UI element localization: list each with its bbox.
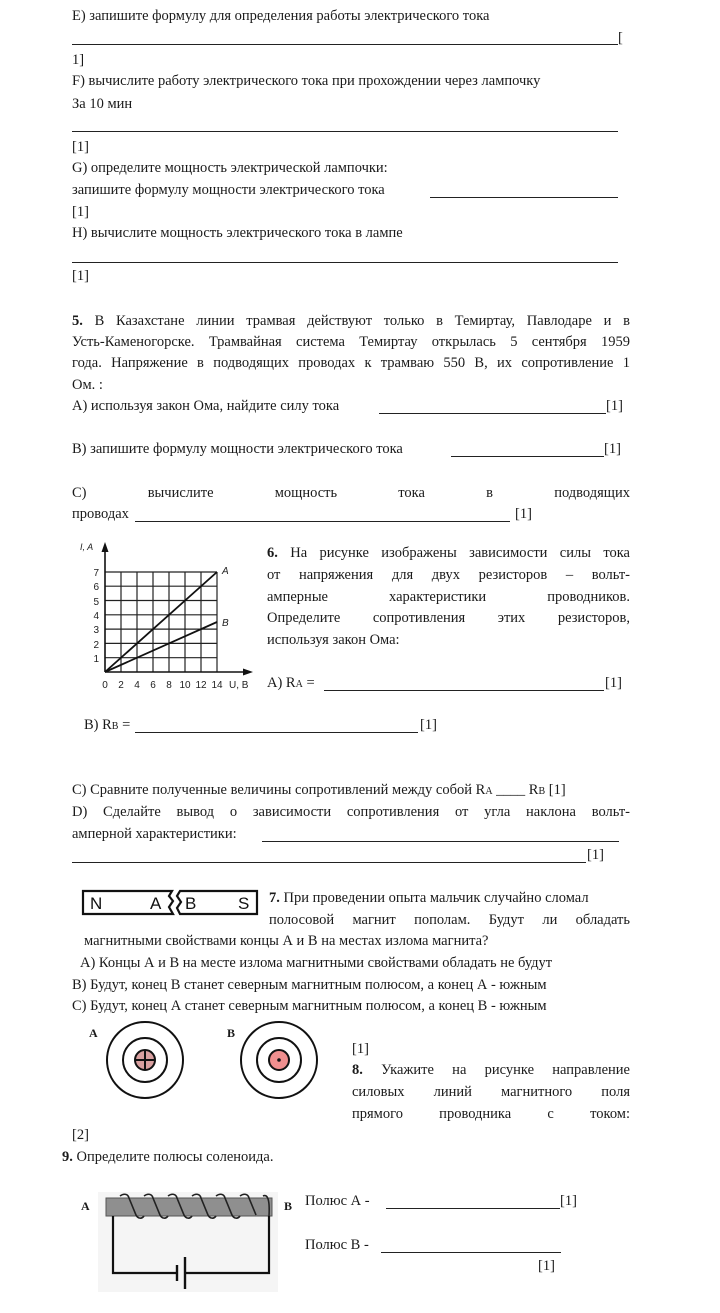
svg-text:2: 2 xyxy=(93,640,99,651)
magnet-b-label: B xyxy=(185,894,197,913)
svg-text:2: 2 xyxy=(118,680,124,691)
q5-line-2: Усть-Каменогорске. Трамвайная система Темиртау открылась 5 сентября 1959 xyxy=(72,334,630,350)
svg-text:0: 0 xyxy=(102,680,108,691)
q4-h-text: H) вычислите мощность электрического тока в лампе xyxy=(72,225,403,241)
svg-text:7: 7 xyxy=(93,568,99,579)
svg-text:14: 14 xyxy=(211,680,223,691)
q7-option-b[interactable]: B) Будут, конец В станет северным магнитным полюсом, а конец А - южным xyxy=(72,977,547,993)
q6-d-answer-line-1[interactable] xyxy=(262,841,619,842)
q4-g-text: G) определите мощность электрической лампочки: xyxy=(72,160,388,176)
q5-c-mark: [1] xyxy=(515,506,532,522)
series-a-line xyxy=(105,572,217,672)
q5-b-mark: [1] xyxy=(604,441,621,457)
q5-a-answer-line[interactable] xyxy=(379,413,606,414)
magnet-a-label: A xyxy=(150,894,162,913)
q5-line-3: года. Напряжение в подводящих проводах к трамваю 550 В, их сопротивление 1 xyxy=(72,355,630,371)
x-axis-arrow-icon xyxy=(243,669,253,676)
q7-mark: [1] xyxy=(352,1041,369,1057)
y-axis-label: I, A xyxy=(80,542,94,552)
q5-a-text: A) используя закон Ома, найдите силу тока xyxy=(72,398,340,414)
solenoid-circuit-diagram[interactable] xyxy=(98,1192,278,1292)
q5-c-answer-line[interactable] xyxy=(135,521,510,522)
q9-label-a: A xyxy=(81,1199,90,1213)
svg-text:6: 6 xyxy=(150,680,156,691)
q6-b-label: B) RB = xyxy=(84,717,131,733)
q5-a-mark: [1] xyxy=(606,398,623,414)
q7-option-c[interactable]: C) Будут, конец А станет северным магнитным полюсом, а конец В - южным xyxy=(72,998,547,1014)
broken-magnet-diagram xyxy=(80,888,270,918)
svg-text:1: 1 xyxy=(93,654,99,665)
q4-g-mark: [1] xyxy=(72,204,89,220)
q8-line-2: силовых линий магнитного поля xyxy=(352,1084,630,1100)
q4-h-answer-line[interactable] xyxy=(72,262,618,263)
q6-a-answer-line[interactable] xyxy=(324,690,604,691)
q8-label-b: B xyxy=(227,1026,236,1040)
q6-c-text: C) Сравните полученные величины сопротивлений между собой RA ____ RB [1] xyxy=(72,782,566,798)
q4-g-text2: запишите формулу мощности электрического тока xyxy=(72,182,385,198)
q7-line-1: 7. При проведении опыта мальчик случайно сломал xyxy=(269,890,589,906)
svg-text:4: 4 xyxy=(134,680,140,691)
series-a-label: A xyxy=(222,566,229,577)
q6-d-mark: [1] xyxy=(587,847,604,863)
q4-g-answer-line[interactable] xyxy=(430,197,618,198)
svg-text:6: 6 xyxy=(93,582,99,593)
svg-text:3: 3 xyxy=(93,625,99,636)
q7-option-a[interactable]: A) Концы А и В на месте излома магнитными свойствами обладать не будут xyxy=(80,955,553,971)
conductor-b-field-diagram[interactable] xyxy=(234,1018,324,1104)
q6-d-line-2: амперной характеристики: xyxy=(72,826,237,842)
q6-line-1: 6. На рисунке изображены зависимости силы тока xyxy=(267,545,630,561)
q6-d-answer-line-2[interactable] xyxy=(72,862,586,863)
q6-b-answer-line[interactable] xyxy=(135,732,418,733)
q7-line-3: магнитными свойствами концы А и В на местах излома магнита? xyxy=(84,933,489,949)
q9-title: 9. Определите полюсы соленоида. xyxy=(62,1149,274,1165)
svg-text:10: 10 xyxy=(179,680,191,691)
q9-pole-b-mark: [1] xyxy=(538,1258,555,1274)
q9-pole-a-answer-line[interactable] xyxy=(386,1208,560,1209)
conductor-a-field-diagram[interactable] xyxy=(100,1018,190,1104)
q5-b-text: B) запишите формулу мощности электрического тока xyxy=(72,441,403,457)
q6-d-line-1: D) Сделайте вывод о зависимости сопротивления от угла наклона вольт- xyxy=(72,804,630,820)
q9-pole-b-answer-line[interactable] xyxy=(381,1252,561,1253)
q8-line-3: прямого проводника с током: xyxy=(352,1106,630,1122)
q9-label-b: B xyxy=(284,1199,293,1213)
svg-text:4: 4 xyxy=(93,611,99,622)
q8-mark: [2] xyxy=(72,1127,89,1143)
q7-line-2: полосовой магнит пополам. Будут ли обладать xyxy=(269,912,630,928)
q4-h-mark: [1] xyxy=(72,268,89,284)
q8-label-a: A xyxy=(89,1026,98,1040)
q4-f-text2: За 10 мин xyxy=(72,96,133,112)
q5-number: 5. xyxy=(72,313,83,329)
q9-pole-a-label: Полюс А - xyxy=(305,1193,370,1209)
q6-number: 6. xyxy=(267,545,278,561)
q6-line-4: Определите сопротивления этих резисторов, xyxy=(267,610,630,626)
q6-a-mark: [1] xyxy=(605,675,622,691)
q5-c-line-1: C) вычислите мощность тока в подводящих xyxy=(72,485,630,501)
q8-line-1: 8. Укажите на рисунке направление xyxy=(352,1062,630,1078)
q5-line-4: Ом. : xyxy=(72,377,103,393)
q9-pole-a-mark: [1] xyxy=(560,1193,577,1209)
q6-line-5: используя закон Ома: xyxy=(267,632,400,648)
series-b-label: B xyxy=(222,618,229,629)
q9-pole-b-label: Полюс В - xyxy=(305,1237,369,1253)
q4-e-text: E) запишите формулу для определения работы электрического тока xyxy=(72,8,490,24)
q5-b-answer-line[interactable] xyxy=(451,456,604,457)
magnet-n-label: N xyxy=(90,894,103,913)
svg-text:8: 8 xyxy=(166,680,172,691)
q4-f-text: F) вычислите работу электрического тока при прохождении через лампочку xyxy=(72,73,541,89)
q4-e-mark-close: 1] xyxy=(72,52,85,68)
svg-text:12: 12 xyxy=(195,680,207,691)
x-axis-label: U, B xyxy=(229,680,249,691)
q4-e-mark-open: [ xyxy=(618,30,623,46)
q5-line-1: 5. В Казахстане линии трамвая действуют только в Темиртау, Павлодаре и в xyxy=(72,313,630,329)
svg-text:5: 5 xyxy=(93,597,99,608)
magnet-s-label: S xyxy=(238,894,250,913)
iv-characteristics-chart xyxy=(72,538,262,698)
q4-e-answer-line[interactable] xyxy=(72,44,618,45)
q6-b-mark: [1] xyxy=(420,717,437,733)
q6-a-label: A) RA = xyxy=(267,675,315,691)
q5-c-text2: проводах xyxy=(72,506,129,522)
q4-f-answer-line[interactable] xyxy=(72,131,618,132)
q4-f-mark: [1] xyxy=(72,139,89,155)
q6-line-2: от напряжения для двух резисторов – вольт- xyxy=(267,567,630,583)
y-axis-arrow-icon xyxy=(102,542,109,552)
q6-line-3: амперные характеристики проводников. xyxy=(267,589,630,605)
